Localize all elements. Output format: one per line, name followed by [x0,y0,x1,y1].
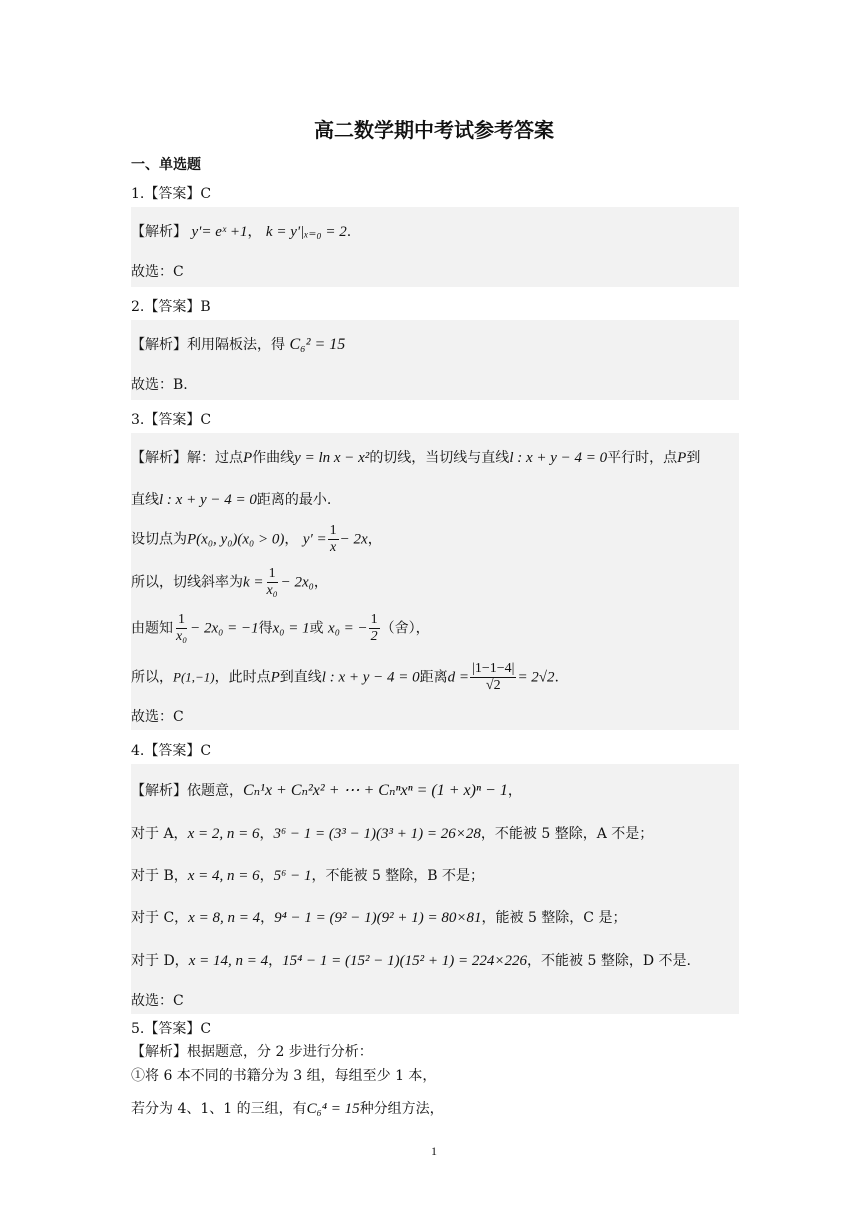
q2-choice: 故选：B. [131,377,188,393]
q3-slope-frac: $\frac{1}{\text{x₀}}$ [266,566,278,598]
q3-line-1: 【解析】解：过点P作曲线y = ln x − x²的切线，当切线与直线l : x + y − 4 = 0平行时，点P到 [131,450,701,466]
q3-line-2: 直线l : x + y − 4 = 0距离的最小. [131,492,332,508]
q3-line-4: 所以，切线斜率为k = $\frac{1}{\text{x₀}}$ − 2x₀， [131,566,328,598]
q3-cond-frac: $\frac{1}{\text{x₀}}$ [176,612,188,644]
q1-solution-line: 【解析】 y'= eˣ +1， k = y'|ₓ₌₀ = 2. [131,224,352,240]
q4-answer: 4.【答案】C [131,743,212,759]
q2-combination-eq: C₆² = 15 [289,336,346,353]
q4-line-1: 【解析】依题意，Cₙ¹x + Cₙ²x² + ⋯ + Cₙⁿxⁿ = (1 + x)ⁿ − 1， [131,782,522,799]
q3-tangent-point: P(x₀, y₀)(x₀ > 0) [187,531,285,548]
q3-answer: 3.【答案】C [131,412,212,428]
q1-slope-eq: k = y'|ₓ₌₀ = 2 [265,224,347,240]
q3-choice: 故选：C [131,709,184,725]
q3-deriv-frac: $\frac{1}{x}$ [329,523,337,555]
q5-combination-eq: C₆⁴ = 15 [306,1101,360,1117]
q3-line-6: 所以，P(1,−1)，此时点P到直线l : x + y − 4 = 0距离d = $\frac{|1-1-4|}{√2}$ = 2√2. [131,661,559,693]
q3-line-3: 设切点为P(x₀, y₀)(x₀ > 0)， y′ = $\frac{1}{x}$ − 2x， [131,523,382,555]
q3-solution-box [131,433,739,730]
q4-option-b: 对于 B，x = 4, n = 6，5⁶ − 1，不能被 5 整除，B 不是； [131,868,485,884]
q1-solution-box [131,207,739,287]
q2-solution-box [131,320,739,400]
section-heading: 一、单选题 [131,157,201,173]
q4-option-d: 对于 D，x = 14, n = 4，15⁴ − 1 = (15² − 1)(15² + 1) = 224×226，不能被 5 整除，D 不是. [131,953,691,969]
q4-solution-box [131,764,739,1014]
page-number: 1 [431,1144,437,1158]
q4-option-a: 对于 A，x = 2, n = 6，3⁶ − 1 = (3³ − 1)(3³ + 1) = 26×28，不能被 5 整除，A 不是； [131,826,654,842]
q4-option-c: 对于 C，x = 8, n = 4，9⁴ − 1 = (9² − 1)(9² + 1) = 80×81，能被 5 整除，C 是； [131,910,627,926]
q1-choice: 故选：C [131,264,184,280]
q1-derivative-eq: y'= eˣ +1 [191,224,248,240]
q5-answer: 5.【答案】C [131,1021,212,1037]
q3-point: P(1,−1) [173,669,215,685]
q3-half-frac: $\frac{1}{2}$ [370,612,378,644]
q4-binomial-eq: Cₙ¹x + Cₙ²x² + ⋯ + Cₙⁿxⁿ = (1 + x)ⁿ − 1 [243,782,508,799]
q1-answer: 1.【答案】C [131,186,212,202]
page-title: 高二数学期中考试参考答案 [314,118,554,142]
q3-curve-eq: y = ln x − x² [294,450,370,466]
q3-line-eq: l : x + y − 4 = 0 [509,450,608,466]
q3-line-5: 由题知 $\frac{1}{\text{x₀}}$ − 2x₀ = −1得x₀ = 1或 x₀ = − $\frac{1}{2}$ （舍）， [131,612,430,644]
q2-answer: 2.【答案】B [131,299,211,315]
q5-line-2: ①将 6 本不同的书籍分为 3 组，每组至少 1 本， [131,1068,437,1084]
q2-solution-line: 【解析】利用隔板法，得 C₆² = 15 [131,336,346,353]
q5-line-3: 若分为 4、1、1 的三组，有C₆⁴ = 15种分组方法， [131,1101,444,1117]
q3-distance-frac: $\frac{|1-1-4|}{√2}$ [472,661,515,693]
q5-line-1: 【解析】根据题意，分 2 步进行分析： [131,1044,373,1060]
q4-choice: 故选：C [131,993,184,1009]
